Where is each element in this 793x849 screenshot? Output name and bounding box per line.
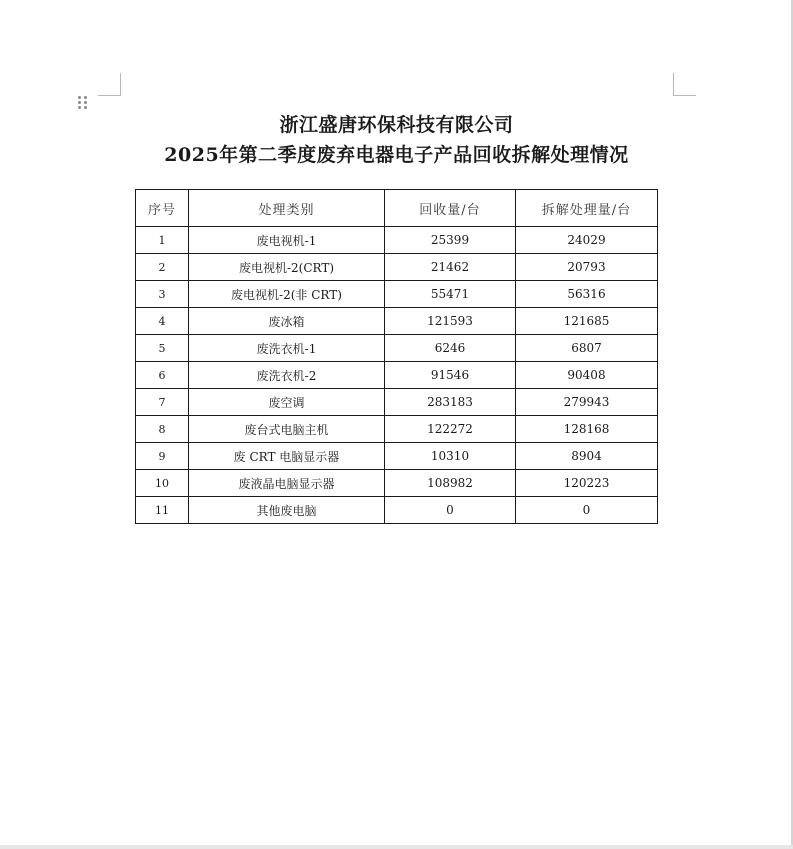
cell-category: 废冰箱 xyxy=(189,308,385,335)
header-index: 序号 xyxy=(136,190,189,227)
cell-dismantled: 20793 xyxy=(516,254,658,281)
recycling-table xyxy=(135,189,658,524)
cell-recovered: 283183 xyxy=(385,389,516,416)
cell-dismantled: 90408 xyxy=(516,362,658,389)
cell-dismantled: 6807 xyxy=(516,335,658,362)
cell-recovered: 21462 xyxy=(385,254,516,281)
cell-recovered: 10310 xyxy=(385,443,516,470)
cell-index: 7 xyxy=(136,389,189,416)
margin-corner-top-right xyxy=(673,73,696,96)
cell-category: 废 CRT 电脑显示器 xyxy=(189,443,385,470)
page-edge-bottom xyxy=(0,845,793,849)
company-name: 浙江盛唐环保科技有限公司 xyxy=(279,114,514,136)
cell-index: 2 xyxy=(136,254,189,281)
table-row xyxy=(136,389,658,416)
cell-category: 废电视机-2(非 CRT) xyxy=(189,281,385,308)
cell-dismantled: 0 xyxy=(516,497,658,524)
cell-recovered: 91546 xyxy=(385,362,516,389)
cell-category: 废液晶电脑显示器 xyxy=(189,470,385,497)
table-row xyxy=(136,362,658,389)
cell-recovered: 55471 xyxy=(385,281,516,308)
cell-dismantled: 24029 xyxy=(516,227,658,254)
table-row xyxy=(136,416,658,443)
table-body xyxy=(136,227,658,524)
margin-corner-top-left xyxy=(98,73,121,96)
cell-index: 3 xyxy=(136,281,189,308)
cell-index: 6 xyxy=(136,362,189,389)
cell-recovered: 25399 xyxy=(385,227,516,254)
header-category: 处理类别 xyxy=(189,190,385,227)
cell-category: 废台式电脑主机 xyxy=(189,416,385,443)
cell-index: 10 xyxy=(136,470,189,497)
cell-category: 废电视机-2(CRT) xyxy=(189,254,385,281)
cell-dismantled: 56316 xyxy=(516,281,658,308)
table-row xyxy=(136,443,658,470)
cell-category: 其他废电脑 xyxy=(189,497,385,524)
table-row xyxy=(136,497,658,524)
table-row xyxy=(136,335,658,362)
cell-index: 4 xyxy=(136,308,189,335)
cell-category: 废电视机-1 xyxy=(189,227,385,254)
table-row xyxy=(136,470,658,497)
cell-recovered: 121593 xyxy=(385,308,516,335)
cell-index: 11 xyxy=(136,497,189,524)
table-row xyxy=(136,227,658,254)
table-row xyxy=(136,308,658,335)
cell-dismantled: 121685 xyxy=(516,308,658,335)
cell-category: 废洗衣机-2 xyxy=(189,362,385,389)
cell-index: 9 xyxy=(136,443,189,470)
header-dismantled: 拆解处理量/台 xyxy=(516,190,658,227)
drag-handle-icon[interactable] xyxy=(77,95,89,111)
table-header-row xyxy=(136,190,658,227)
cell-recovered: 108982 xyxy=(385,470,516,497)
cell-dismantled: 128168 xyxy=(516,416,658,443)
cell-recovered: 122272 xyxy=(385,416,516,443)
header-recovered: 回收量/台 xyxy=(385,190,516,227)
document-title xyxy=(100,110,693,170)
cell-index: 5 xyxy=(136,335,189,362)
cell-recovered: 0 xyxy=(385,497,516,524)
table-row xyxy=(136,254,658,281)
cell-recovered: 6246 xyxy=(385,335,516,362)
report-title: 2025年第二季度废弃电器电子产品回收拆解处理情况 xyxy=(164,144,629,166)
cell-category: 废洗衣机-1 xyxy=(189,335,385,362)
cell-dismantled: 279943 xyxy=(516,389,658,416)
table-row xyxy=(136,281,658,308)
cell-index: 8 xyxy=(136,416,189,443)
cell-dismantled: 120223 xyxy=(516,470,658,497)
cell-index: 1 xyxy=(136,227,189,254)
cell-category: 废空调 xyxy=(189,389,385,416)
cell-dismantled: 8904 xyxy=(516,443,658,470)
